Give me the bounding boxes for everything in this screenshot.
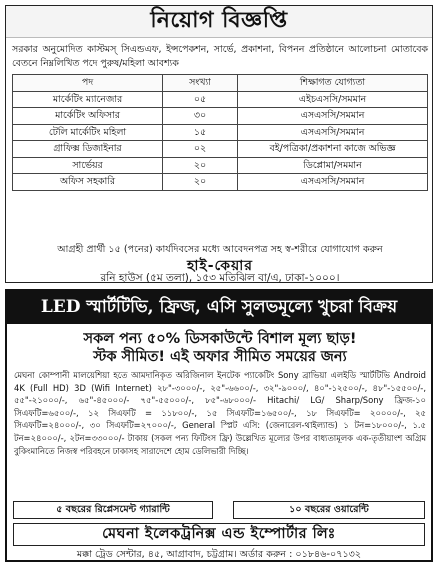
post-cell: টেলি মার্কেটিং মহিলা [13, 124, 163, 141]
apply-note: আগ্রহী প্রার্থী ১৫ (পনের) কার্যদিবসের মধ্যে আবেদনপত্র সহ স্ব-শরীরে যোগাযোগ করুন [57, 244, 383, 255]
seller-name: মেঘনা ইলেকট্রনিক্স এন্ড ইম্পোর্টার লিঃ [13, 523, 425, 546]
qualification-cell: বই/পত্রিকা/প্রকাশনা কাজে অভিজ্ঞ [238, 141, 428, 158]
count-cell: ২০ [163, 174, 238, 191]
count-cell: ০৫ [163, 91, 238, 108]
guarantee-badge: ৫ বছরের রিপ্লেসমেন্ট গ্যারান্টি [13, 501, 213, 519]
table-row [13, 141, 428, 158]
post-cell: মার্কেটিং অফিসার [13, 108, 163, 125]
qualification-cell: এসএসসি/সমমান [238, 108, 428, 125]
count-cell: ০২ [163, 141, 238, 158]
qualification-cell: এসএসসি/সমমান [238, 124, 428, 141]
offer-subheadline: স্টক সীমিত! এই অফার সীমিত সময়ের জন্য [93, 349, 347, 365]
header-post: পদ [13, 75, 163, 92]
table-row [13, 174, 428, 191]
company-name: হাই-কেয়ার [187, 258, 253, 274]
header-qualification: শিক্ষাগত যোগ্যতা [238, 75, 428, 92]
qualification-cell: এসএসসি/সমমান [238, 174, 428, 191]
count-cell: ১৫ [163, 124, 238, 141]
offer-headline: সকল পন্য ৫০% ডিসকাউন্টে বিশাল মূল্য ছাড়! [83, 331, 357, 347]
job-table [12, 74, 428, 191]
led-title-banner [7, 291, 431, 324]
table-row [13, 124, 428, 141]
post-cell: অফিস সহকারি [13, 174, 163, 191]
recruitment-title: নিয়োগ বিজ্ঞপ্তি [150, 7, 288, 33]
table-row [13, 157, 428, 174]
seller-address: মক্কা ট্রেড সেন্টার, ৪৫, আগ্রাবাদ, চট্টগ্রাম। অর্ডার করুন : ০১৮৪৬-০৭১৩২ [76, 549, 362, 560]
table-row [13, 108, 428, 125]
post-cell: গ্রাফিক্স ডিজাইনার [13, 141, 163, 158]
led-title: LED স্মার্টটিভি, ফ্রিজ, এসি সুলভমূল্যে খুচরা বিক্রয় [40, 296, 398, 317]
led-sale-ad [5, 289, 433, 562]
company-address: রনি হাউস (৫ম তলা), ১৫৩ মতিঝিল বা/এ, ঢাকা-১০০০। [100, 272, 340, 284]
count-cell: ৩০ [163, 108, 238, 125]
warranty-badge: ১০ বছরের ওয়ারেন্টি [233, 501, 425, 519]
recruitment-title-bar [6, 6, 432, 38]
job-table-header [13, 75, 428, 92]
recruitment-intro: সরকার অনুমোদিত কাস্টমস্ সিএন্ডএফ, ইন্সপেকশন, সার্ভে, প্রকাশনা, বিপনন প্রতিষ্ঠানে আলোচনা মোতাবেক বেতনে নিম্নলিখিত পদে পুরুষ/মহিলা আবশ্যক [12, 44, 428, 69]
header-count: সংখ্যা [163, 75, 238, 92]
table-row [13, 91, 428, 108]
qualification-cell: এইচএসসি/সমমান [238, 91, 428, 108]
recruitment-ad [5, 5, 433, 283]
qualification-cell: ডিপ্লোমা/সমমান [238, 157, 428, 174]
count-cell: ২০ [163, 157, 238, 174]
post-cell: সার্ভেয়র [13, 157, 163, 174]
post-cell: মার্কেটিং ম্যানেজার [13, 91, 163, 108]
product-price-details: মেঘনা কোম্পানী মালয়েশিয়া হতে আমদানিকৃত অরিজিনাল ইনটেক প্যাকেটিং Sony ব্রাভিয়া এলইডি স্মার্টটিভি Android 4K (Full HD) 3D (Wifi Internet) ২৮"-৩০০০/-, ২৫"-৬৬০০/-, ৩২"-৯০০০/, ৪০"-১২৫০০/-, ৪৮"-১৫৫০০/-, ৫৫"-২১০০০/-, ৬৫"-৪৫০০০/- ৭৫"-৫৫০০০/-, ৮৫"-৬৮০০০/- Hitachi/ LG/ Sharp/Sony ফ্রিজ-১০ সিএফটি=৬৫০০/-, ১২ সিএফটি = ১১৮০০/-, ১৫ সিএফটি=১৬৫০০/-, ১৮ সিএফটি= ২০০০০/-, ২৫ সিএফটি=২৪০০০/-, ৩০ সিএফটি=২৭০০০/-, General স্প্লিট এসি: (জেনারেল-থাইল্যান্ড) ১ টন=১৮০০০/-, ১.৫ টন=২৪০০০/-, ২টন=৩৩০০০/- টাকায় (সকল পন্য ফিটিংস ফ্রি) উল্লেখিত মূল্যের উপর বাধ্যতামূলক এক-তৃতীয়াংশ অগ্রিম বুকিংমানিতে নিজস্ব পরিবহনে ঢাকাসহ সারাদেশে হোম ডেলিভারী দিচ্ছি। [14, 370, 426, 456]
